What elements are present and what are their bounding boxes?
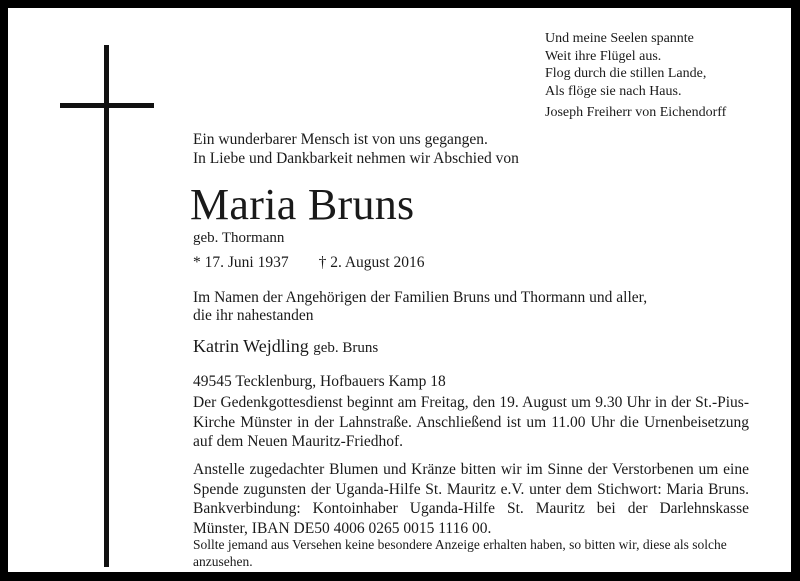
poem-author: Joseph Freiherr von Eichendorff	[545, 105, 727, 120]
poem	[545, 30, 726, 122]
donation-paragraph: Anstelle zugedachter Blumen und Kränze bitten wir im Sinne der Verstorbenen um eine Spende zugunsten der Uganda-Hilfe St. Mauritz e.V. unter dem Stichwort: Maria Bruns. Bankverbindung: Kontoinhaber Uganda-Hilfe St. Mauritz bei der Darlehnskasse Münster, IBAN DE50 4006 0265 0015 1116 00.	[193, 461, 749, 537]
poem-line: Weit ihre Flügel aus.	[545, 48, 662, 64]
poem-line: Und meine Seelen spannte	[545, 31, 694, 46]
poem-line: Als flöge sie nach Haus.	[545, 83, 682, 99]
poem-line: Flog durch die stillen Lande,	[545, 66, 707, 81]
intro-text	[193, 130, 519, 168]
mourner-maiden-name: geb. Bruns	[313, 340, 379, 356]
family-line-1: Im Namen der Angehörigen der Familien Bruns und Thormann und aller,	[193, 289, 648, 306]
mourner-name: Katrin Wejdling	[193, 336, 309, 356]
intro-line-2: In Liebe und Dankbarkeit nehmen wir Abschied von	[193, 150, 519, 167]
family-line-2: die ihr nahestanden	[193, 307, 314, 324]
cross-icon-crossbar	[60, 103, 154, 108]
maiden-name: geb. Thormann	[193, 230, 285, 246]
cross-icon	[104, 45, 109, 567]
intro-line-1: Ein wunderbarer Mensch ist von uns gegangen.	[193, 131, 488, 148]
mourner	[193, 335, 378, 359]
service-paragraph: Der Gedenkgottesdienst beginnt am Freitag, den 19. August um 9.30 Uhr in der St.-Pius-Kirche Münster in der Lahnstraße. Anschließend ist um 11.00 Uhr die Urnenbeisetzung auf dem Neuen Mauritz-Friedhof.	[193, 394, 749, 450]
obituary-notice	[8, 8, 791, 572]
death-date: † 2. August 2016	[318, 254, 425, 271]
notice-paragraph: Sollte jemand aus Versehen keine besondere Anzeige erhalten haben, so bitten wir, diese als solche anzusehen.	[193, 537, 727, 569]
deceased-name: Maria Bruns	[190, 180, 415, 229]
address: 49545 Tecklenburg, Hofbauers Kamp 18	[193, 373, 446, 390]
life-dates	[193, 253, 425, 272]
birth-date: * 17. Juni 1937	[193, 254, 289, 271]
family-text	[193, 289, 647, 325]
